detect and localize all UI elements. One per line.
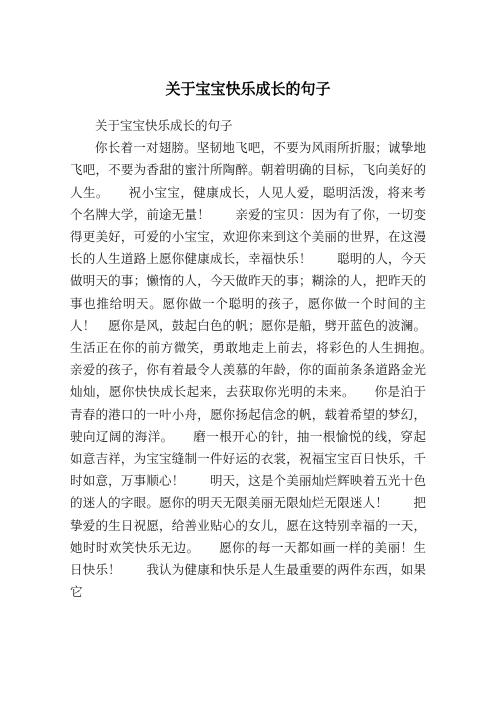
document-body [70, 115, 452, 603]
document-subtitle: 关于宝宝快乐成长的句子 [95, 118, 233, 133]
body-paragraph: 你长着一对翅膀。坚韧地飞吧，不要为风雨所折服；诚挚地飞吧，不要为香甜的蜜汁所陶醉。朝着明确的目标，飞向美好的人生。 祝小宝宝，健康成长，人见人爱，聪明活泼，将来考个名牌大学，前途无量！ 亲爱的宝贝：因为有了你，一切变得更美好，可爱的小宝宝，欢迎你来到这个美丽的世界，在这漫长的人生道路上愿你健康成长，幸福快乐！ 聪明的人，今天做明天的事；懒惰的人，今天做昨天的事；糊涂的人，把昨天的事也推给明天。愿你做一个聪明的孩子，愿你做一个时间的主人！ 愿你是风，鼓起白色的帆；愿你是船，劈开蓝色的波澜。生活正在你的前方微笑，勇敢地走上前去，将彩色的人生拥抱。 亲爱的孩子，你有着最令人羡慕的年龄，你的面前条条道路金光灿灿，愿你快快成长起来，去获取你光明的未来。 你是泊于青春的港口的一叶小舟，愿你扬起信念的帆，载着希望的梦幻，驶向辽阔的海洋。 磨一根开心的针，抽一根愉悦的线，穿起如意吉祥，为宝宝缝制一件好运的衣裳，祝福宝宝百日快乐，千时如意，万事顺心！ 明天，这是个美丽灿烂辉映着五光十色的迷人的字眼。愿你的明天无限美丽无限灿烂无限迷人！ 把挚爱的生日祝愿，给善业贴心的女儿，愿在这特别幸福的一天，她时时欢笑快乐无边。 愿你的每一天都如画一样的美丽！生日快乐！ 我认为健康和快乐是人生最重要的两件东西，如果它 [70, 140, 452, 600]
document-title: 关于宝宝快乐成长的句子 [165, 80, 331, 98]
